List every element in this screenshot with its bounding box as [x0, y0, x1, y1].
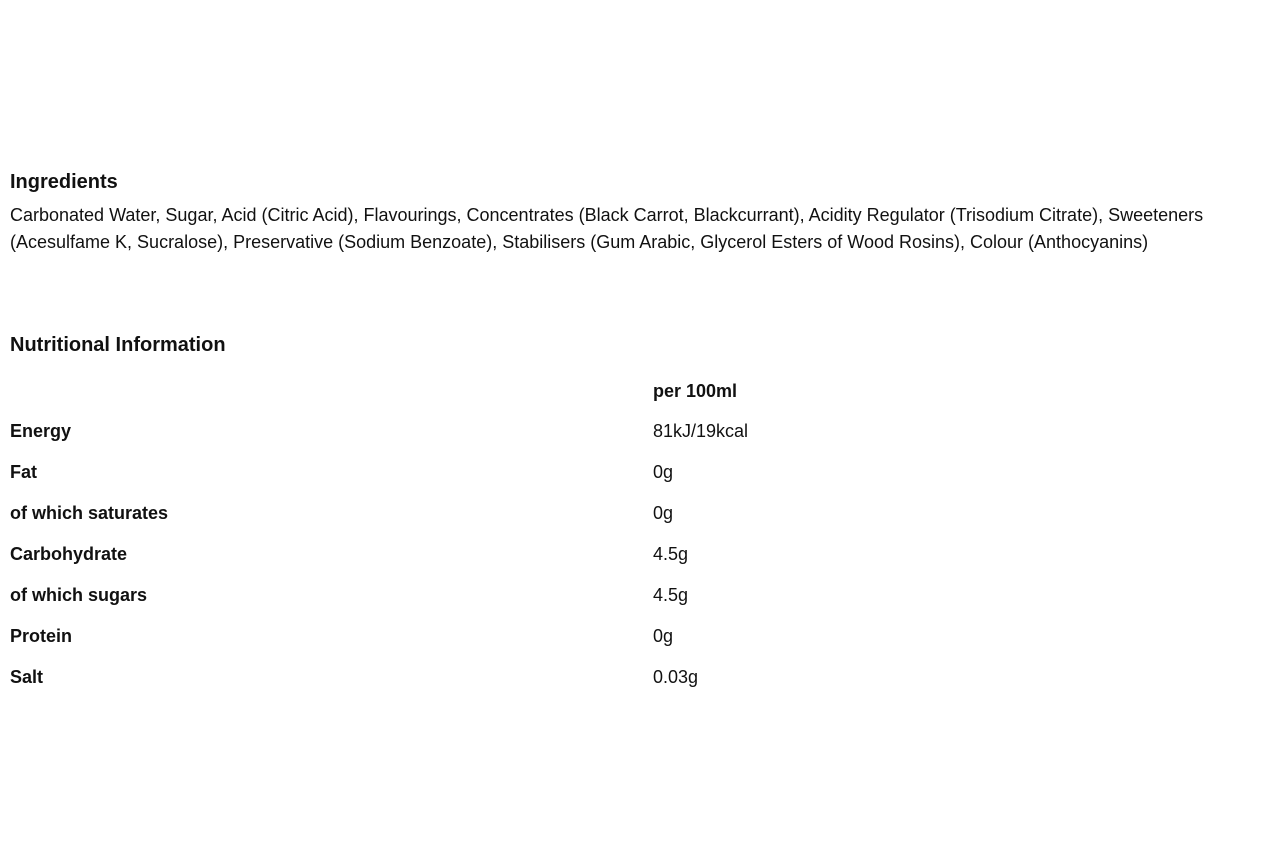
- ingredients-text: Carbonated Water, Sugar, Acid (Citric Acid), Flavourings, Concentrates (Black Carrot, Blackcurrant), Acidity Regulator (Trisodium Citrate), Sweeteners (Acesulfame K, Sucralose), Preservative (Sodium Benzoate), Stabilisers (Gum Arabic, Glycerol Esters of Wood Rosins), Colour (Anthocyanins): [10, 205, 1204, 252]
- nutrient-name: Salt: [10, 667, 44, 687]
- nutrition-section: [10, 331, 1272, 698]
- nutrition-header-row: [10, 371, 953, 411]
- table-row: [10, 493, 953, 534]
- table-row: [10, 657, 953, 698]
- nutrient-name: Fat: [10, 462, 37, 482]
- nutrient-value: 4.5g: [653, 544, 689, 564]
- table-row: [10, 534, 953, 575]
- nutrient-name: Carbohydrate: [10, 544, 128, 564]
- table-row: [10, 452, 953, 493]
- ingredients-heading: Ingredients: [10, 171, 118, 193]
- nutrient-name: of which sugars: [10, 585, 148, 605]
- ingredients-section: [10, 168, 1272, 256]
- nutrient-value: 0g: [653, 626, 674, 646]
- table-row: [10, 616, 953, 657]
- nutrient-value: 4.5g: [653, 585, 689, 605]
- nutrient-value: 81kJ/19kcal: [653, 421, 749, 441]
- nutrient-value: 0g: [653, 462, 674, 482]
- nutrition-column-header: per 100ml: [653, 380, 738, 401]
- nutrition-table: [10, 371, 953, 698]
- table-row: [10, 411, 953, 452]
- nutrient-value: 0.03g: [653, 667, 699, 687]
- nutrition-header-empty: [10, 371, 653, 411]
- nutrient-name: of which saturates: [10, 503, 169, 523]
- table-row: [10, 575, 953, 616]
- nutrient-name: Energy: [10, 421, 72, 441]
- nutrition-heading: Nutritional Information: [10, 334, 226, 356]
- nutrient-name: Protein: [10, 626, 73, 646]
- nutrient-value: 0g: [653, 503, 674, 523]
